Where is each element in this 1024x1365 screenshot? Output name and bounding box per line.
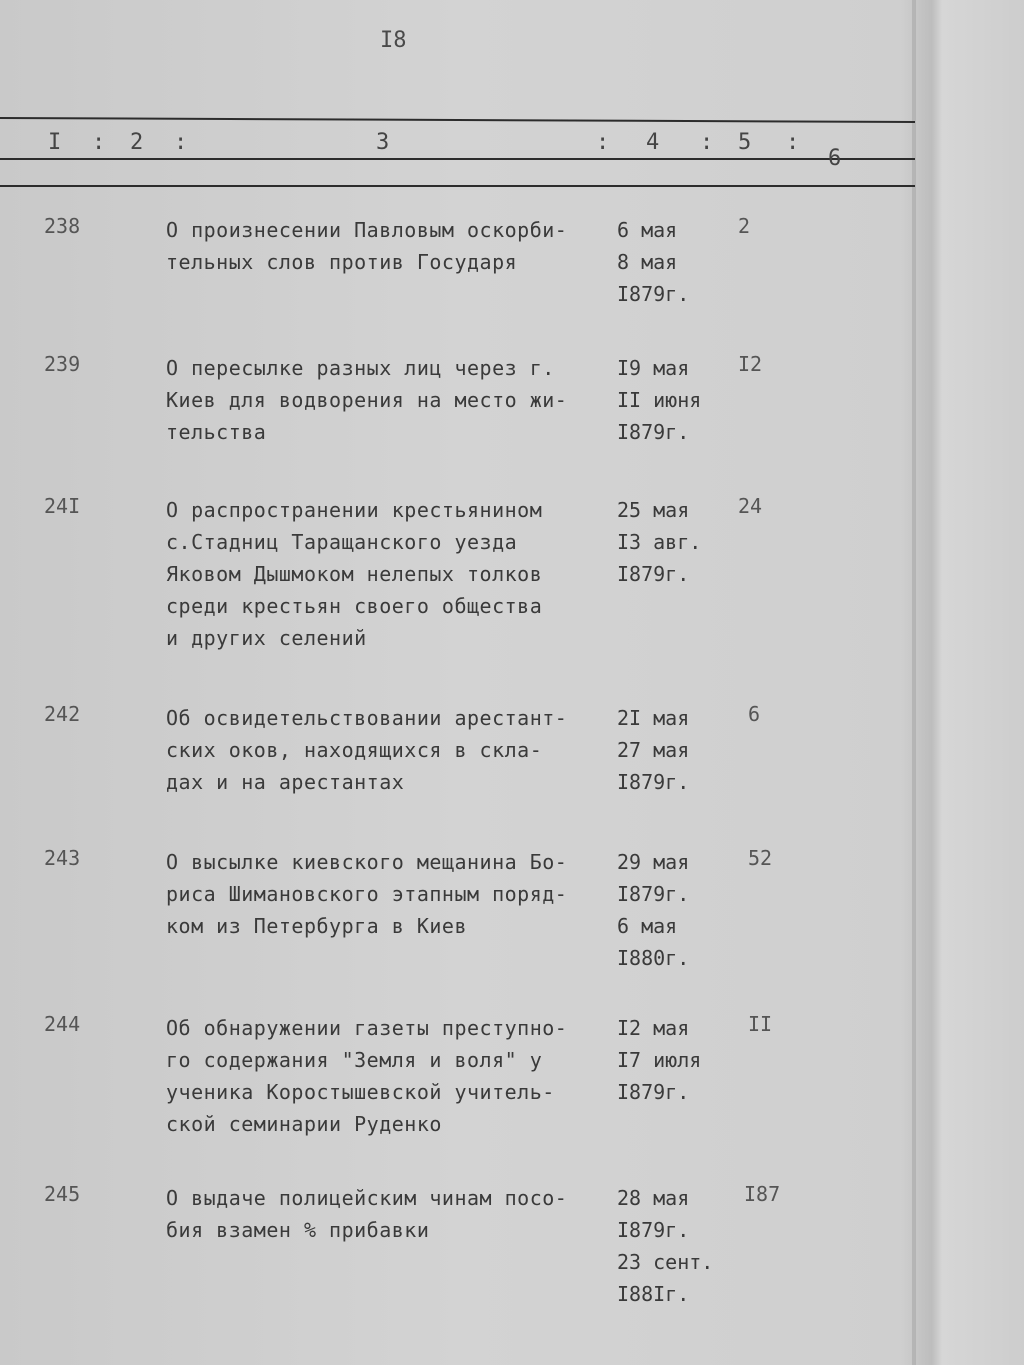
title-line: и других селений <box>166 626 367 650</box>
title-line: риса Шимановского этапным поряд- <box>166 882 568 906</box>
date-line: 23 сент. <box>617 1250 714 1274</box>
entry-number: 24I <box>44 494 81 518</box>
title-line: О высылке киевского мещанина Бо- <box>166 850 568 874</box>
entry-number: 239 <box>44 352 81 376</box>
date-line: 29 мая <box>617 850 690 874</box>
date-line: 27 мая <box>617 738 690 762</box>
title-line: дах и на арестантах <box>166 770 405 794</box>
entry-title <box>166 494 616 654</box>
entry-dates <box>617 352 727 448</box>
header-col-5: 5 <box>738 130 752 155</box>
header-col-6: 6 <box>828 146 842 171</box>
date-line: I879г. <box>617 562 690 586</box>
title-line: О пересылке разных лиц через г. <box>166 356 555 380</box>
date-line: I9 мая <box>617 356 690 380</box>
title-line: О выдаче полицейским чинам посо- <box>166 1186 568 1210</box>
header-separator: : <box>92 130 106 155</box>
entry-dates <box>617 214 727 310</box>
date-line: 8 мая <box>617 250 678 274</box>
title-line: бия взамен % прибавки <box>166 1218 430 1242</box>
page-number: I8 <box>380 28 407 53</box>
title-line: ских оков, находящихся в скла- <box>166 738 543 762</box>
entry-title <box>166 1182 616 1246</box>
date-line: I7 июля <box>617 1048 702 1072</box>
header-separator: : <box>174 130 188 155</box>
entry-number: 243 <box>44 846 81 870</box>
entry-sheets: 52 <box>748 846 773 870</box>
entry-sheets: II <box>748 1012 773 1036</box>
header-mid-rule <box>0 158 915 160</box>
title-line: Об освидетельствовании арестант- <box>166 706 568 730</box>
date-line: I879г. <box>617 1080 690 1104</box>
header-col-4: 4 <box>646 130 660 155</box>
header-separator: : <box>786 130 800 155</box>
title-line: О распространении крестьянином <box>166 498 543 522</box>
title-line: ской семинарии Руденко <box>166 1112 442 1136</box>
date-line: II июня <box>617 388 702 412</box>
header-col-2: 2 <box>130 130 144 155</box>
entry-number: 238 <box>44 214 81 238</box>
title-line: ком из Петербурга в Киев <box>166 914 467 938</box>
date-line: I880г. <box>617 946 690 970</box>
entry-dates <box>617 494 727 590</box>
title-line: О произнесении Павловым оскорби- <box>166 218 568 242</box>
title-line: тельства <box>166 420 267 444</box>
date-line: 6 мая <box>617 914 678 938</box>
entry-dates <box>617 846 727 974</box>
date-line: 6 мая <box>617 218 678 242</box>
date-line: I879г. <box>617 282 690 306</box>
entry-title <box>166 352 616 448</box>
date-line: I3 авг. <box>617 530 702 554</box>
title-line: го содержания "Земля и воля" у <box>166 1048 543 1072</box>
date-line: I879г. <box>617 770 690 794</box>
date-line: I879г. <box>617 882 690 906</box>
sheet-edge <box>912 0 916 1365</box>
title-line: Об обнаружении газеты преступно- <box>166 1016 568 1040</box>
entry-title <box>166 846 616 942</box>
date-line: 2I мая <box>617 706 690 730</box>
date-line: 25 мая <box>617 498 690 522</box>
entry-sheets: I87 <box>744 1182 781 1206</box>
entry-number: 242 <box>44 702 81 726</box>
title-line: Яковом Дышмоком нелепых толков <box>166 562 543 586</box>
entry-dates <box>617 702 727 798</box>
title-line: с.Стадниц Таращанского уезда <box>166 530 518 554</box>
title-line: ученика Коростышевской учитель- <box>166 1080 555 1104</box>
header-bottom-rule <box>0 185 915 187</box>
date-line: I879г. <box>617 420 690 444</box>
entry-dates <box>617 1182 727 1310</box>
header-separator: : <box>700 130 714 155</box>
entry-number: 244 <box>44 1012 81 1036</box>
date-line: I2 мая <box>617 1016 690 1040</box>
title-line: тельных слов против Государя <box>166 250 518 274</box>
entry-sheets: 2 <box>738 214 751 238</box>
date-line: I879г. <box>617 1218 690 1242</box>
date-line: I88Iг. <box>617 1282 690 1306</box>
entry-title <box>166 1012 616 1140</box>
date-line: 28 мая <box>617 1186 690 1210</box>
entry-title <box>166 702 616 798</box>
entry-sheets: I2 <box>738 352 763 376</box>
entry-sheets: 24 <box>738 494 763 518</box>
entry-number: 245 <box>44 1182 81 1206</box>
header-col-3: 3 <box>376 130 390 155</box>
title-line: Киев для водворения на место жи- <box>166 388 568 412</box>
entry-title <box>166 214 616 278</box>
header-separator: : <box>596 130 610 155</box>
entry-dates <box>617 1012 727 1108</box>
title-line: среди крестьян своего общества <box>166 594 543 618</box>
header-col-1: I <box>48 130 62 155</box>
header-top-rule <box>0 117 915 123</box>
entry-sheets: 6 <box>748 702 761 726</box>
